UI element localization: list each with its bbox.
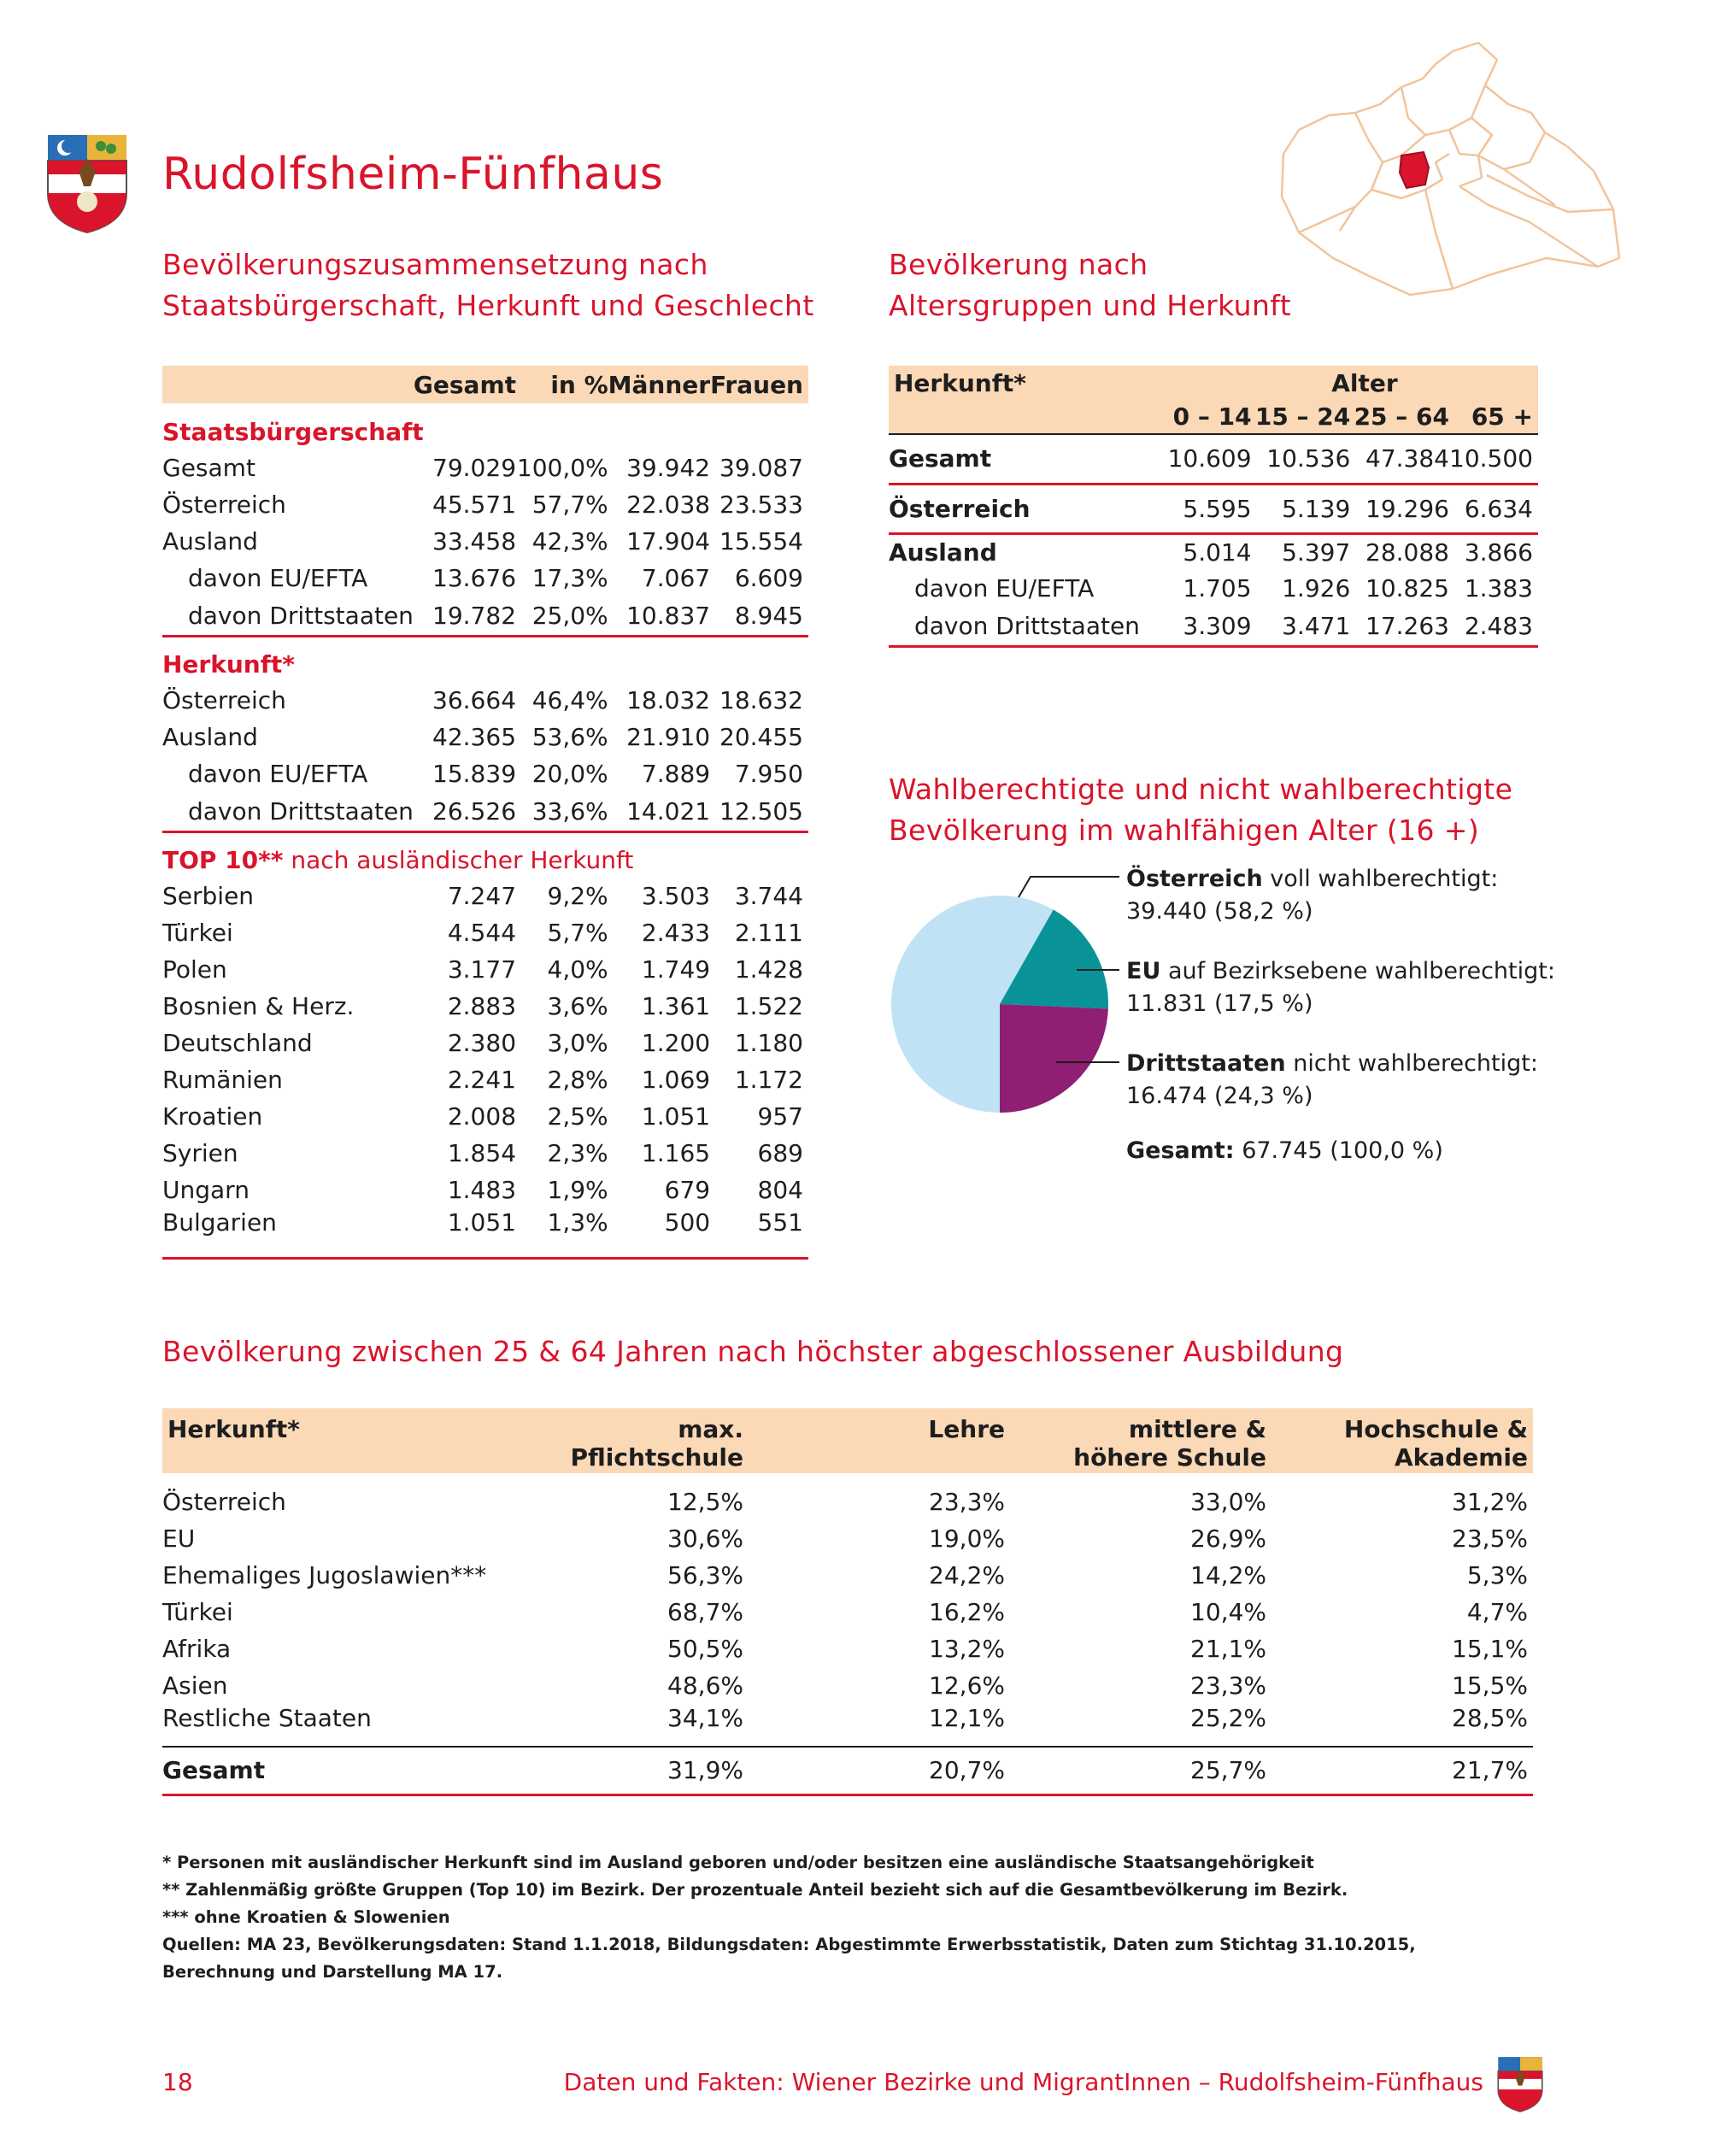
cell-value: 36.664 xyxy=(432,686,517,714)
col-maenner: Männer xyxy=(608,370,711,399)
cell-value: 1.361 xyxy=(641,992,711,1020)
cell-value: 26,9% xyxy=(1190,1524,1266,1553)
table-subheader-row xyxy=(889,400,1538,434)
cell-value: 24,2% xyxy=(929,1561,1005,1589)
table-row xyxy=(162,449,808,486)
row-label: Serbien xyxy=(162,882,255,910)
spacer-row xyxy=(162,1473,1533,1483)
cell-value: 14,2% xyxy=(1190,1561,1266,1589)
cell-value: 1.522 xyxy=(734,992,803,1020)
table-row xyxy=(162,755,808,792)
group-header-row xyxy=(162,636,808,682)
table-row xyxy=(889,533,1538,570)
cell-value: 2.380 xyxy=(447,1029,517,1057)
cell-value: 30,6% xyxy=(667,1524,743,1553)
col-alter: Alter xyxy=(1331,368,1398,397)
table-row xyxy=(162,951,808,988)
population-composition-table xyxy=(162,366,808,1260)
row-label: davon Drittstaaten xyxy=(188,796,414,825)
cell-value: 3.744 xyxy=(734,882,803,910)
leader-line-oesterreich xyxy=(1019,877,1119,897)
footnote: * Personen mit ausländischer Herkunft sind im Ausland geboren und/oder besitzen eine ausländische Staatsangehörigkeit xyxy=(162,1853,1314,1872)
table-row xyxy=(162,1557,1533,1594)
cell-value: 50,5% xyxy=(667,1635,743,1663)
row-label: Ungarn xyxy=(162,1176,250,1204)
row-label: Türkei xyxy=(162,1598,233,1626)
cell-value: 1.428 xyxy=(734,955,803,984)
footnotes xyxy=(162,1849,1416,1986)
table-row xyxy=(162,682,808,719)
cell-value: 28.088 xyxy=(1365,538,1449,567)
cell-value: 1.180 xyxy=(734,1029,803,1057)
coat-of-arms-small-icon xyxy=(1497,2056,1543,2112)
table-row xyxy=(162,1630,1533,1667)
row-label: Türkei xyxy=(162,919,233,947)
education-table xyxy=(162,1408,1533,1796)
cell-value: 15,1% xyxy=(1452,1635,1528,1663)
cell-value: 17,3% xyxy=(531,564,608,592)
cell-value: 31,9% xyxy=(667,1756,743,1785)
group-header-row xyxy=(162,403,808,449)
row-label: Österreich xyxy=(162,491,286,519)
table-row xyxy=(162,914,808,951)
cell-value: 7.247 xyxy=(447,882,517,910)
cell-value: 10,4% xyxy=(1190,1598,1266,1626)
cell-value: 1.854 xyxy=(447,1139,517,1167)
cell-value: 18.632 xyxy=(719,686,803,714)
row-label: Deutschland xyxy=(162,1029,313,1057)
cell-value: 23,3% xyxy=(1190,1671,1266,1700)
section2-heading: Bevölkerung nach Altersgruppen und Herkunft xyxy=(889,248,1292,322)
row-label: davon Drittstaaten xyxy=(914,611,1140,640)
cell-value: 28,5% xyxy=(1452,1704,1528,1732)
col-age-25-64: 25 – 64 xyxy=(1354,402,1449,431)
cell-value: 21,7% xyxy=(1452,1756,1528,1785)
cell-value: 31,2% xyxy=(1452,1488,1528,1516)
cell-value: 19,0% xyxy=(929,1524,1005,1553)
cell-value: 2.111 xyxy=(734,919,803,947)
cell-value: 25,2% xyxy=(1190,1704,1266,1732)
cell-value: 551 xyxy=(757,1208,803,1237)
cell-value: 6.634 xyxy=(1464,494,1533,523)
table-row xyxy=(162,523,808,560)
cell-value: 15.554 xyxy=(719,527,803,555)
cell-value: 10.825 xyxy=(1365,574,1449,602)
col-herkunft: Herkunft* xyxy=(167,1415,300,1443)
cell-value: 3,6% xyxy=(547,992,608,1020)
cell-value: 10.536 xyxy=(1266,444,1351,473)
cell-value: 46,4% xyxy=(531,686,608,714)
cell-value: 42.365 xyxy=(432,723,517,751)
footnote: *** ohne Kroatien & Slowenien xyxy=(162,1907,450,1927)
cell-value: 53,6% xyxy=(531,723,608,751)
cell-value: 5.595 xyxy=(1183,494,1252,523)
row-label: Restliche Staaten xyxy=(162,1704,372,1732)
group-title: Staatsbürgerschaft xyxy=(162,418,424,446)
row-label: Gesamt xyxy=(162,454,255,482)
cell-value: 21.910 xyxy=(626,723,711,751)
row-label: Ehemaliges Jugoslawien*** xyxy=(162,1561,487,1589)
col-herkunft: Herkunft* xyxy=(894,368,1026,397)
cell-value: 12,6% xyxy=(929,1671,1005,1700)
cell-value: 1.069 xyxy=(641,1066,711,1094)
col-hochschule-akademie: Hochschule & Akademie xyxy=(1343,1415,1528,1472)
row-label: Bosnien & Herz. xyxy=(162,992,355,1020)
cell-value: 13,2% xyxy=(929,1635,1005,1663)
cell-value: 5.139 xyxy=(1282,494,1351,523)
cell-value: 12,5% xyxy=(667,1488,743,1516)
section3-heading: Wahlberechtigte und nicht wahlberechtigte Bevölkerung im wahlfähigen Alter (16 +) xyxy=(889,773,1513,847)
cell-value: 20.455 xyxy=(719,723,803,751)
table-row xyxy=(162,1483,1533,1520)
cell-value: 9,2% xyxy=(547,882,608,910)
cell-value: 56,3% xyxy=(667,1561,743,1589)
row-label: davon EU/EFTA xyxy=(188,564,368,592)
cell-value: 17.263 xyxy=(1365,611,1449,640)
col-mittlere-hoehere-schule: mittlere & höhere Schule xyxy=(1073,1415,1266,1472)
cell-value: 2.483 xyxy=(1464,611,1533,640)
cell-value: 1.200 xyxy=(641,1029,711,1057)
cell-value: 26.526 xyxy=(432,796,517,825)
table-header-row xyxy=(162,1408,1533,1473)
cell-value: 1.051 xyxy=(641,1102,711,1131)
table-row xyxy=(162,596,808,636)
cell-value: 48,6% xyxy=(667,1671,743,1700)
row-label: Österreich xyxy=(889,494,1031,523)
cell-value: 13.676 xyxy=(432,564,517,592)
row-label: EU xyxy=(162,1524,196,1553)
table-row xyxy=(162,1667,1533,1704)
group-title: TOP 10** nach ausländischer Herkunft xyxy=(162,846,634,874)
table-header-row xyxy=(889,366,1538,400)
cell-value: 5.014 xyxy=(1183,538,1252,567)
row-label: Ausland xyxy=(162,723,258,751)
section4-heading: Bevölkerung zwischen 25 & 64 Jahren nach höchster abgeschlossener Ausbildung xyxy=(162,1335,1344,1368)
cell-value: 34,1% xyxy=(667,1704,743,1732)
cell-value: 1.926 xyxy=(1282,574,1351,602)
cell-value: 1.172 xyxy=(734,1066,803,1094)
table-row xyxy=(889,570,1538,607)
row-label: Österreich xyxy=(162,686,286,714)
col-age-15-24: 15 – 24 xyxy=(1254,402,1351,431)
cell-value: 15,5% xyxy=(1452,1671,1528,1700)
col-in-percent: in % xyxy=(550,370,608,399)
cell-value: 2.008 xyxy=(447,1102,517,1131)
table-row xyxy=(162,988,808,1025)
pie-legend-drittstaaten: Drittstaaten nicht wahlberechtigt: 16.474 (24,3 %) xyxy=(1126,1050,1538,1109)
cell-value: 1.383 xyxy=(1464,574,1533,602)
cell-value: 689 xyxy=(757,1139,803,1167)
cell-value: 6.609 xyxy=(734,564,803,592)
cell-value: 25,7% xyxy=(1190,1756,1266,1785)
footnote: Quellen: MA 23, Bevölkerungsdaten: Stand 1.1.2018, Bildungsdaten: Abgestimmte Erwerbsstatistik, Daten zum Stichtag 31.10.2015, xyxy=(162,1935,1416,1954)
cell-value: 33,6% xyxy=(531,796,608,825)
cell-value: 39.087 xyxy=(719,454,803,482)
cell-value: 22.038 xyxy=(626,491,711,519)
row-label: Rumänien xyxy=(162,1066,283,1094)
cell-value: 68,7% xyxy=(667,1598,743,1626)
cell-value: 2.883 xyxy=(447,992,517,1020)
table-row xyxy=(162,878,808,914)
cell-value: 2,3% xyxy=(547,1139,608,1167)
cell-value: 21,1% xyxy=(1190,1635,1266,1663)
table-row xyxy=(162,560,808,596)
group-title: Herkunft* xyxy=(162,650,295,679)
cell-value: 804 xyxy=(757,1176,803,1204)
cell-value: 957 xyxy=(757,1102,803,1131)
cell-value: 15.839 xyxy=(432,760,517,788)
row-label: Bulgarien xyxy=(162,1208,277,1237)
col-pflichtschule: max. Pflichtschule xyxy=(570,1415,743,1472)
table-row xyxy=(162,1172,808,1208)
cell-value: 2.433 xyxy=(641,919,711,947)
table-row xyxy=(162,486,808,523)
cell-value: 23.533 xyxy=(719,491,803,519)
cell-value: 500 xyxy=(664,1208,711,1237)
cell-value: 100,0% xyxy=(516,454,608,482)
col-gesamt: Gesamt xyxy=(413,370,517,399)
age-group-table xyxy=(889,366,1538,648)
pie-legend-total: Gesamt: 67.745 (100,0 %) xyxy=(1126,1137,1443,1164)
cell-value: 25,0% xyxy=(531,601,608,630)
cell-value: 33.458 xyxy=(432,527,517,555)
cell-value: 7.950 xyxy=(734,760,803,788)
cell-value: 42,3% xyxy=(531,527,608,555)
cell-value: 10.837 xyxy=(626,601,711,630)
cell-value: 7.889 xyxy=(641,760,711,788)
table-row xyxy=(162,1025,808,1061)
cell-value: 20,7% xyxy=(929,1756,1005,1785)
cell-value: 19.782 xyxy=(432,601,517,630)
district-map xyxy=(1273,34,1632,308)
row-label: davon EU/EFTA xyxy=(914,574,1095,602)
table-row xyxy=(162,1208,808,1258)
col-frauen: Frauen xyxy=(710,370,803,399)
table-row xyxy=(162,1135,808,1172)
cell-value: 39.942 xyxy=(626,454,711,482)
cell-value: 20,0% xyxy=(531,760,608,788)
cell-value: 5.397 xyxy=(1282,538,1351,567)
cell-value: 4,7% xyxy=(1466,1598,1528,1626)
cell-value: 3.866 xyxy=(1464,538,1533,567)
row-label: Syrien xyxy=(162,1139,238,1167)
cell-value: 3,0% xyxy=(547,1029,608,1057)
cell-value: 5,3% xyxy=(1466,1561,1528,1589)
row-label: Kroatien xyxy=(162,1102,263,1131)
row-label: Gesamt xyxy=(162,1756,266,1785)
page-number: 18 xyxy=(162,2068,193,2096)
cell-value: 3.471 xyxy=(1282,611,1351,640)
cell-value: 1,3% xyxy=(547,1208,608,1237)
coat-of-arms-icon xyxy=(46,133,128,234)
total-row xyxy=(162,1747,1533,1795)
cell-value: 3.177 xyxy=(447,955,517,984)
pie-leader-lines xyxy=(1008,863,1128,1085)
footnote: ** Zahlenmäßig größte Gruppen (Top 10) im Bezirk. Der prozentuale Anteil bezieht sich auf die Gesamtbevölkerung im Bezirk. xyxy=(162,1880,1348,1900)
cell-value: 16,2% xyxy=(929,1598,1005,1626)
cell-value: 1.483 xyxy=(447,1176,517,1204)
cell-value: 4.544 xyxy=(447,919,517,947)
cell-value: 3.503 xyxy=(641,882,711,910)
section1-heading: Bevölkerungszusammensetzung nach Staatsbürgerschaft, Herkunft und Geschlecht xyxy=(162,248,814,322)
footer-text: Daten und Fakten: Wiener Bezirke und MigrantInnen – Rudolfsheim-Fünfhaus xyxy=(563,2068,1483,2096)
cell-value: 5,7% xyxy=(547,919,608,947)
table-row xyxy=(162,1704,1533,1747)
group-header-row xyxy=(162,831,808,878)
table-row xyxy=(162,792,808,831)
cell-value: 1.051 xyxy=(447,1208,517,1237)
table-row xyxy=(889,434,1538,484)
col-age-0-14: 0 – 14 xyxy=(1172,402,1252,431)
cell-value: 18.032 xyxy=(626,686,711,714)
row-label: Ausland xyxy=(889,538,997,567)
row-label: davon EU/EFTA xyxy=(188,760,368,788)
cell-value: 1.165 xyxy=(641,1139,711,1167)
cell-value: 7.067 xyxy=(641,564,711,592)
cell-value: 2,5% xyxy=(547,1102,608,1131)
row-label: Afrika xyxy=(162,1635,232,1663)
cell-value: 14.021 xyxy=(626,796,711,825)
cell-value: 1.705 xyxy=(1183,574,1252,602)
cell-value: 1.749 xyxy=(641,955,711,984)
table-row xyxy=(162,1061,808,1098)
table-row xyxy=(889,484,1538,533)
cell-value: 10.500 xyxy=(1449,444,1533,473)
row-label: Asien xyxy=(162,1671,228,1700)
row-label: Polen xyxy=(162,955,227,984)
table-row xyxy=(162,1594,1533,1630)
table-row xyxy=(162,1098,808,1135)
row-label: davon Drittstaaten xyxy=(188,601,414,630)
cell-value: 45.571 xyxy=(432,491,517,519)
cell-value: 57,7% xyxy=(531,491,608,519)
cell-value: 10.609 xyxy=(1167,444,1252,473)
cell-value: 12,1% xyxy=(929,1704,1005,1732)
col-lehre: Lehre xyxy=(928,1415,1005,1443)
cell-value: 19.296 xyxy=(1365,494,1449,523)
footnote: Berechnung und Darstellung MA 17. xyxy=(162,1962,503,1982)
cell-value: 23,3% xyxy=(929,1488,1005,1516)
cell-value: 23,5% xyxy=(1452,1524,1528,1553)
cell-value: 3.309 xyxy=(1183,611,1252,640)
pie-legend-oesterreich: Österreich voll wahlberechtigt: 39.440 (58,2 %) xyxy=(1126,866,1499,925)
cell-value: 33,0% xyxy=(1190,1488,1266,1516)
table-row xyxy=(889,607,1538,646)
col-age-65-plus: 65 + xyxy=(1471,402,1533,431)
table-row xyxy=(162,1520,1533,1557)
cell-value: 4,0% xyxy=(547,955,608,984)
cell-value: 2.241 xyxy=(447,1066,517,1094)
page-title: Rudolfsheim-Fünfhaus xyxy=(162,149,664,200)
cell-value: 12.505 xyxy=(719,796,803,825)
pie-legend-eu: EU auf Bezirksebene wahlberechtigt: 11.831 (17,5 %) xyxy=(1126,958,1555,1017)
row-label: Gesamt xyxy=(889,444,992,473)
cell-value: 47.384 xyxy=(1365,444,1449,473)
cell-value: 17.904 xyxy=(626,527,711,555)
table-header-row xyxy=(162,366,808,403)
cell-value: 79.029 xyxy=(432,454,517,482)
cell-value: 8.945 xyxy=(734,601,803,630)
cell-value: 2,8% xyxy=(547,1066,608,1094)
cell-value: 1,9% xyxy=(547,1176,608,1204)
cell-value: 679 xyxy=(664,1176,711,1204)
row-label: Ausland xyxy=(162,527,258,555)
row-label: Österreich xyxy=(162,1488,286,1516)
table-row xyxy=(162,719,808,755)
